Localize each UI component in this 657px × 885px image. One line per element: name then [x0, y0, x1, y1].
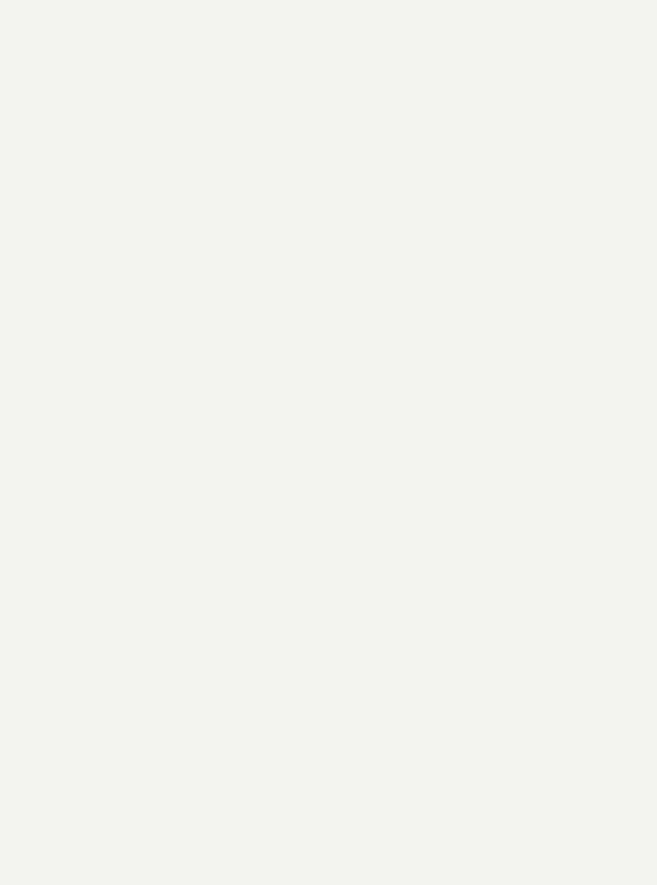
footer-left	[8, 856, 14, 867]
